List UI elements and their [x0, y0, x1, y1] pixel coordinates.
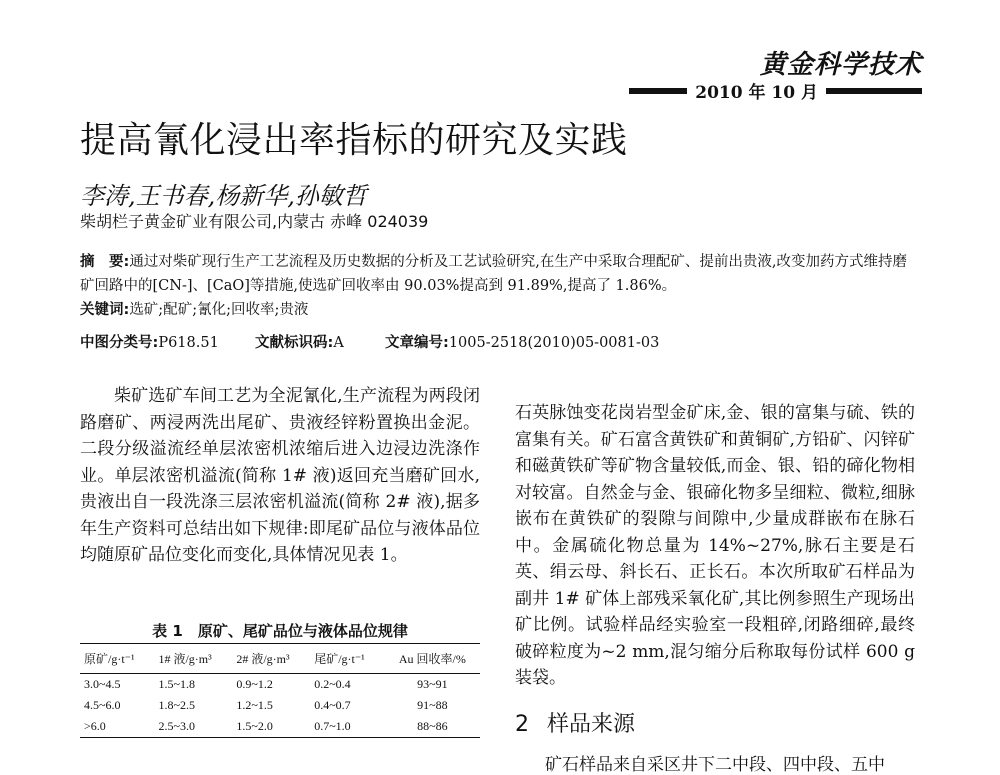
table-header-cell: 2# 液/g·m³ — [232, 644, 310, 674]
journal-name: 黄金科学技术 — [759, 50, 922, 80]
table-cell: 91~88 — [417, 698, 448, 712]
abstract-label: 摘 要: — [80, 254, 130, 270]
article-no-label: 文章编号: — [385, 335, 449, 351]
article-authors: 李涛,王书春,杨新华,孙敏哲 — [80, 182, 367, 210]
article-number — [385, 331, 659, 352]
article-no-value: 1005-2518(2010)05-0081-03 — [448, 335, 660, 351]
intro-paragraph: 柴矿选矿车间工艺为全泥氰化,生产流程为两段闭路磨矿、两浸两洗出尾矿、贵液经锌粉置换出金泥。二段分级溢流经单层浓密机浓缩后进入边浸边洗涤作业。单层浓密机溢流(简称 1# 液)返回充当磨矿回水,贵液出自一段洗涤三层浓密机溢流(简称 2# 液),据多年生产资料可总结出如下规律:即尾矿品位与液体品位均随原矿品位变化而变化,具体情况见表 1。 — [80, 386, 480, 565]
issue-date: 2010 年 10 月 — [695, 83, 818, 103]
table-header-cell: Au 回收率/% — [385, 644, 480, 674]
table-cell: 1.5~2.0 — [232, 716, 310, 738]
table-cell: 0.4~0.7 — [314, 698, 351, 712]
clc-label: 中图分类号: — [80, 335, 159, 351]
table-cell: 1.8~2.5 — [158, 698, 195, 712]
table-header-cell: 1# 液/g·m³ — [154, 644, 232, 674]
keywords-text: 选矿;配矿;氰化;回收率;贵液 — [129, 302, 309, 318]
body-column-left — [80, 383, 480, 569]
abstract — [80, 250, 920, 298]
table-header-cell: 尾矿/g·t⁻¹ — [310, 644, 384, 674]
table-row — [80, 674, 480, 696]
table-cell: 3.0~4.5 — [84, 677, 121, 691]
document-code — [255, 331, 385, 352]
section-heading — [515, 707, 635, 738]
table-cell: 0.2~0.4 — [314, 677, 351, 691]
table-row — [80, 716, 480, 738]
section-title: 样品来源 — [547, 712, 636, 737]
table-cell: 93~91 — [417, 677, 448, 691]
author-affiliation: 柴胡栏子黄金矿业有限公司,内蒙古 赤峰 024039 — [80, 212, 429, 231]
table-cell: 1.2~1.5 — [236, 698, 273, 712]
keywords-label: 关键词: — [80, 302, 130, 318]
table-cell: 4.5~6.0 — [84, 698, 121, 712]
abstract-text: 通过对柴矿现行生产工艺流程及历史数据的分析及工艺试验研究,在生产中采取合理配矿、提前出贵液,改变加药方式维持磨矿回路中的[CN-]、[CaO]等措施,使选矿回收率由 90.03%提高到 91.89%,提高了 1.86%。 — [80, 254, 908, 294]
table-caption: 表 1 原矿、尾矿品位与液体品位规律 — [152, 622, 408, 640]
cut-off-line: 矿石样品来自采区井下二中段、四中段、五中 — [545, 755, 885, 775]
clc-number — [80, 331, 255, 352]
table-cell: 88~86 — [385, 716, 480, 738]
clc-value: P618.51 — [158, 335, 219, 351]
doc-code-label: 文献标识码: — [255, 335, 334, 351]
table-header-row — [80, 644, 480, 674]
doc-code-value: A — [333, 335, 344, 351]
keywords — [80, 298, 920, 322]
article-title: 提高氰化浸出率指标的研究及实践 — [80, 120, 628, 161]
dateline-rule-right — [826, 88, 922, 94]
table-cell: >6.0 — [80, 716, 154, 738]
classification-row — [80, 331, 920, 352]
dateline-rule-left — [629, 88, 687, 94]
table-cell: 0.7~1.0 — [310, 716, 384, 738]
body-column-right — [515, 383, 915, 709]
table-row — [80, 695, 480, 716]
table-cell: 0.9~1.2 — [236, 677, 273, 691]
table-cell: 2.5~3.0 — [154, 716, 232, 738]
geology-paragraph: 石英脉蚀变花岗岩型金矿床,金、银的富集与硫、铁的富集有关。矿石富含黄铁矿和黄铜矿,方铅矿、闪锌矿和磁黄铁矿等矿物含量较低,而金、银、铅的碲化物相对较富。自然金与金、银碲化物多呈细粒、微粒,细脉嵌布在黄铁矿的裂隙与间隙中,少量成群嵌布在脉石中。金属硫化物总量为 14%~27%,脉石主要是石英、绢云母、斜长石、正长石。本次所取矿石样品为副井 1# 矿体上部残采氧化矿,其比例参照生产现场出矿比例。试验样品经实验室一段粗碎,闭路细碎,最终破碎粒度为~2 mm,混匀缩分后称取每份试样 600 g 装袋。 — [515, 403, 915, 688]
abstract-block — [80, 250, 920, 322]
grade-table — [80, 643, 480, 738]
table-cell: 1.5~1.8 — [158, 677, 195, 691]
table-header-cell: 原矿/g·t⁻¹ — [80, 644, 154, 674]
issue-dateline — [629, 78, 922, 103]
section-number: 2 — [515, 712, 529, 737]
